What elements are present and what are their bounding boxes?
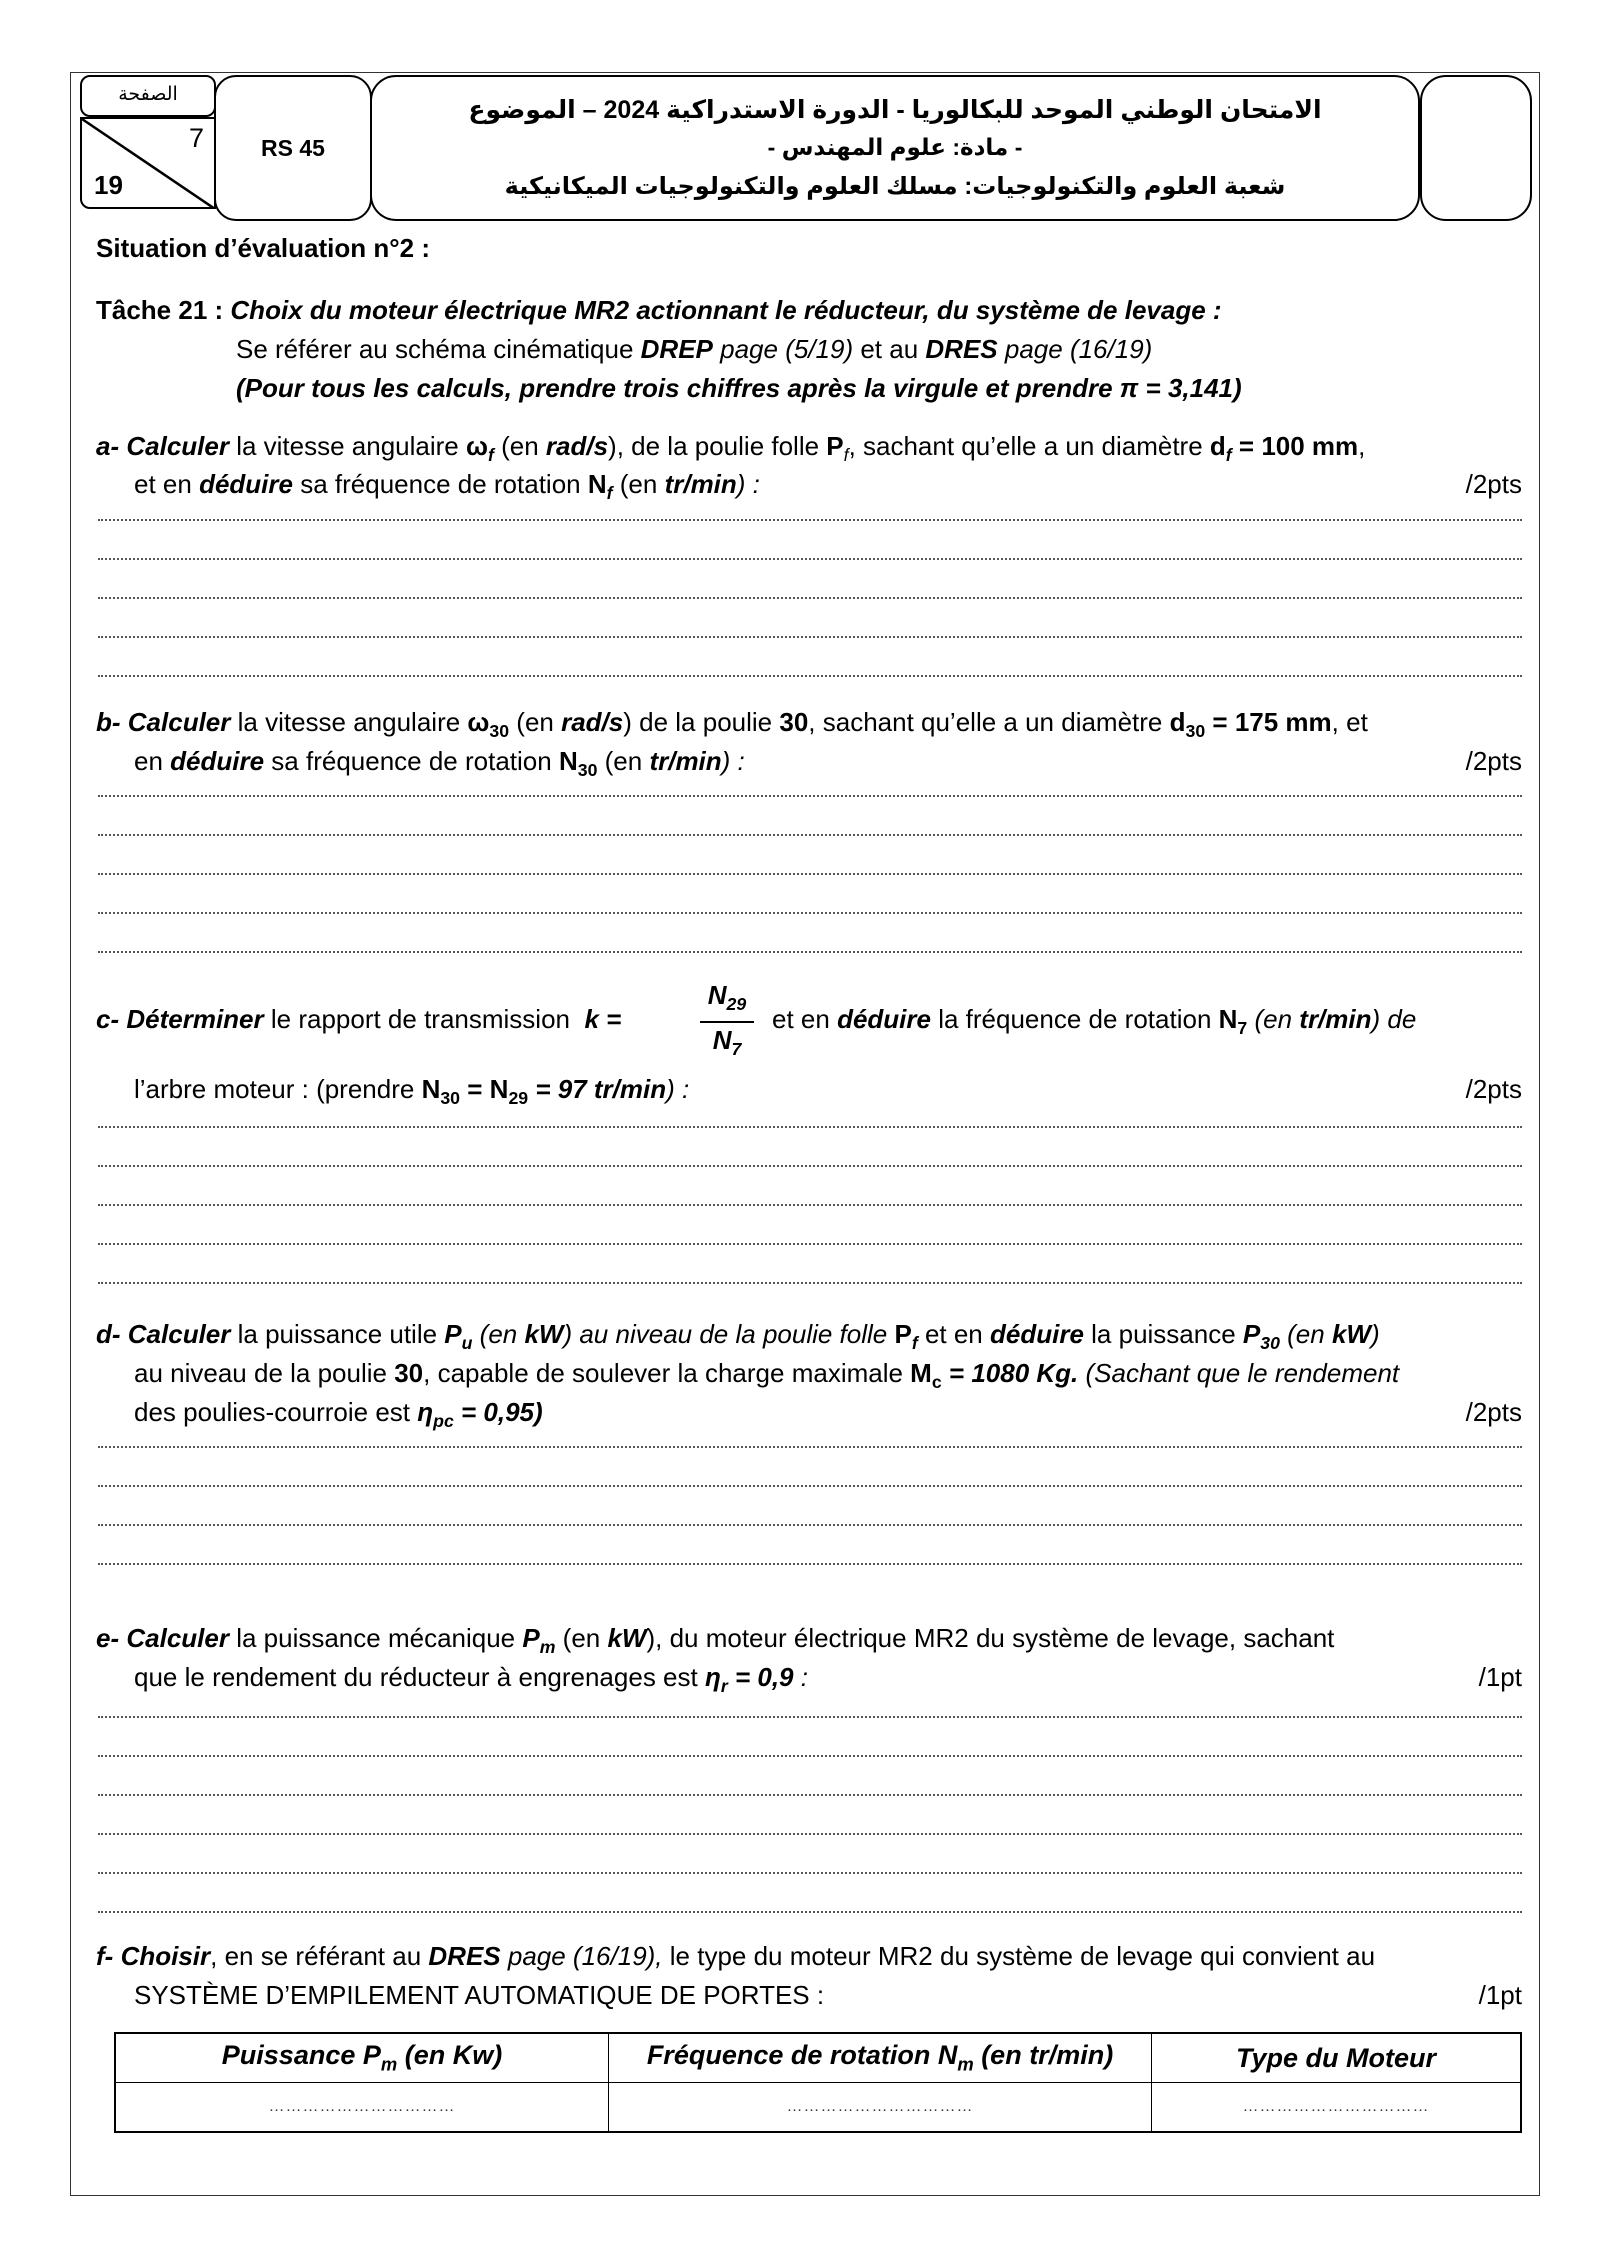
q-sub: 30 (440, 1088, 461, 1109)
q-symbol: N (489, 1074, 509, 1104)
q-text: (Sachant que le rendement (1078, 1358, 1400, 1388)
answer-line[interactable] (98, 1165, 1522, 1167)
q-ref: DRES (428, 1941, 501, 1971)
q-text: la vitesse angulaire (230, 707, 468, 737)
q-sub: f (1225, 445, 1232, 466)
motor-choice-table (114, 2032, 1522, 2133)
answer-line[interactable] (98, 1563, 1522, 1565)
answer-line[interactable] (98, 675, 1522, 677)
exam-subject: - مادة: علوم المهندس - (767, 134, 1023, 160)
ref-dres: DRES (925, 334, 998, 364)
q-text: ), du moteur électrique MR2 du système de levage, sachant (646, 1623, 1335, 1653)
table-header-row (115, 2033, 1521, 2083)
q-text: , (1358, 431, 1366, 461)
answer-line[interactable] (98, 834, 1522, 836)
q-value: = 97 tr/min (528, 1074, 667, 1104)
q-sub: pc (433, 1411, 454, 1432)
q-unit: rad/s (561, 707, 624, 737)
q-text: ) de la poulie (623, 707, 780, 737)
page-current: 7 (188, 123, 204, 153)
q-text: et en (917, 1319, 990, 1349)
q-sub: f (843, 445, 849, 466)
q-text: que le rendement du réducteur à engrenages est (134, 1662, 705, 1692)
q-text: (en (493, 431, 546, 461)
exam-branch: شعبة العلوم والتكنولوجيات: مسلك العلوم والتكنولوجيات الميكانيكية (504, 173, 1286, 200)
question-d-points: /2pts (1465, 1397, 1522, 1427)
exam-title-box (370, 75, 1420, 221)
q-text: , sachant qu’elle a un diamètre (808, 707, 1170, 737)
q-verb: déduire (170, 746, 265, 776)
q-text: la puissance mécanique (228, 1623, 523, 1653)
q-text: = (460, 1074, 490, 1104)
q-unit: rad/s (545, 431, 609, 461)
q-symbol: 30 (779, 707, 809, 737)
task-label: Tâche 21 : (96, 295, 224, 325)
q-symbol: N (587, 469, 607, 499)
page-total: 19 (94, 170, 123, 200)
q-sub: 7 (1237, 1018, 1248, 1039)
question-a-line1 (96, 430, 1365, 471)
situation-title: Situation d’évaluation n°2 : (96, 233, 430, 263)
q-text: le type du moteur MR2 du système de levage qui convient au (662, 1941, 1376, 1971)
q-text: ) : (666, 1074, 690, 1104)
answer-line[interactable] (98, 519, 1522, 521)
answer-line[interactable] (98, 1872, 1522, 1874)
q-text: , sachant qu’elle a un diamètre (848, 431, 1210, 461)
q-text: la puissance (1083, 1319, 1243, 1349)
ratio-denominator (700, 1025, 754, 1064)
q-text: et en (134, 469, 200, 499)
col-speed-header (609, 2033, 1152, 2083)
q-sub: c (931, 1372, 942, 1393)
q-verb: déduire (990, 1319, 1084, 1349)
q-text: , capable de soulever la charge maximale (423, 1358, 911, 1388)
q-text: ) au niveau de la poulie folle (563, 1319, 895, 1349)
q-text: l’arbre moteur : (prendre (134, 1074, 422, 1104)
q-text: la fréquence de rotation (930, 1004, 1219, 1034)
q-symbol: 30 (394, 1358, 424, 1388)
q-text: (en (555, 1623, 608, 1653)
q-text: page (16/19), (500, 1941, 663, 1971)
col-type-header: Type du Moteur (1152, 2033, 1522, 2083)
question-d-line2 (134, 1357, 1399, 1398)
q-sub: f (487, 445, 494, 466)
question-letter: b- (96, 707, 121, 737)
question-b-points: /2pts (1465, 746, 1522, 776)
q-text: ) de (1371, 1004, 1417, 1034)
q-sub: 30 (1185, 721, 1206, 742)
q-symbol: η (704, 1662, 721, 1692)
q-text: : (793, 1662, 808, 1692)
q-symbol: P (894, 1319, 912, 1349)
question-c-line2 (134, 1073, 689, 1114)
question-c-line1b (772, 1003, 1416, 1044)
q-text: des poulies-courroie est (134, 1397, 418, 1427)
question-b-line2 (134, 745, 745, 786)
answer-line[interactable] (98, 873, 1522, 875)
question-verb: Choisir (120, 1941, 211, 1971)
answer-line[interactable] (98, 1243, 1522, 1245)
frac-symbol: N (707, 980, 727, 1010)
answer-line[interactable] (98, 1485, 1522, 1487)
th-sub: m (380, 2053, 398, 2075)
q-unit: tr/min (1299, 1004, 1372, 1034)
q-symbol: M (910, 1358, 932, 1388)
q-symbol: d (1209, 431, 1226, 461)
q-sub: m (539, 1637, 556, 1658)
q-sub: f (606, 483, 613, 504)
answer-line[interactable] (98, 1794, 1522, 1796)
question-letter: e- (96, 1623, 120, 1653)
answer-line[interactable] (98, 1204, 1522, 1206)
q-sub: u (461, 1333, 473, 1354)
page-label: الصفحة (80, 75, 216, 117)
q-symbol: η (417, 1397, 434, 1427)
question-letter: d- (96, 1319, 121, 1349)
question-verb: Calculer (127, 1319, 231, 1349)
q-unit: kW (607, 1623, 647, 1653)
ref-text: Se référer au schéma cinématique (236, 334, 641, 364)
frac-sub: 7 (731, 1039, 742, 1060)
header-right-box (1420, 75, 1532, 221)
q-text: (en (509, 707, 562, 737)
question-c-line1a (96, 1003, 621, 1035)
page-number-box (80, 117, 216, 209)
q-text: le rapport de transmission (263, 1004, 578, 1034)
answer-line[interactable] (98, 1911, 1522, 1913)
answer-line[interactable] (98, 1282, 1522, 1284)
q-text: en (134, 746, 171, 776)
answer-line[interactable] (98, 1716, 1522, 1718)
q-unit: kW (524, 1319, 564, 1349)
q-text: sa fréquence de rotation (264, 746, 559, 776)
q-symbol: ω (466, 431, 488, 461)
answer-line[interactable] (98, 558, 1522, 560)
speed-answer-cell[interactable]: …………………………… (609, 2083, 1152, 2133)
answer-line[interactable] (98, 597, 1522, 599)
q-text: (en (472, 1319, 525, 1349)
q-sub: 30 (489, 721, 510, 742)
frac-symbol: N (712, 1025, 732, 1056)
q-symbol: P (1242, 1319, 1261, 1349)
table-row (115, 2083, 1521, 2133)
task-title-line (96, 294, 1222, 326)
q-verb: déduire (199, 469, 293, 499)
question-e-line1 (96, 1622, 1334, 1663)
q-text: (en (1247, 1004, 1300, 1034)
power-answer-cell[interactable]: …………………………… (115, 2083, 609, 2133)
q-text: ) (1370, 1319, 1380, 1349)
q-text: (en (612, 469, 665, 499)
q-value: = 175 mm (1205, 707, 1332, 737)
q-text: , en se référant au (210, 1941, 429, 1971)
frac-sub: 29 (726, 994, 747, 1015)
q-text: ), de la poulie folle (608, 431, 827, 461)
question-f-points: /1pt (1478, 1980, 1522, 2010)
q-sub: r (720, 1676, 728, 1697)
fraction-bar (700, 1021, 754, 1023)
ref-page1: page (5/19) (712, 334, 854, 364)
q-unit: tr/min (649, 746, 722, 776)
answer-line[interactable] (98, 1524, 1522, 1526)
th-sub: m (957, 2053, 974, 2075)
q-symbol: P (444, 1319, 462, 1349)
task-reference (236, 333, 1152, 365)
task-title: Choix du moteur électrique MR2 actionnant le réducteur, du système de levage : (230, 295, 1222, 325)
exam-title-line1: الامتحان الوطني الموحد للبكالوريا - الدورة الاستدراكية 2024 – الموضوع (468, 96, 1322, 124)
question-letter: f- (96, 1941, 114, 1971)
th-text: Fréquence de rotation N (646, 2040, 958, 2071)
q-sub: 29 (508, 1088, 529, 1109)
q-symbol: N (421, 1074, 441, 1104)
q-text: la puissance utile (230, 1319, 445, 1349)
q-symbol: N (1218, 1004, 1238, 1034)
task-note: (Pour tous les calculs, prendre trois chiffres après la virgule et prendre π = 3,141) (236, 373, 1242, 403)
question-b-line1 (96, 706, 1368, 747)
answer-line[interactable] (98, 795, 1522, 797)
question-verb: Calculer (126, 1623, 229, 1653)
question-d-line1 (96, 1318, 1380, 1359)
question-verb: Calculer (126, 431, 229, 461)
question-verb: Calculer (127, 707, 231, 737)
question-d-line3 (134, 1396, 543, 1437)
answer-line[interactable] (98, 1833, 1522, 1835)
q-text: , et (1331, 707, 1368, 737)
th-text: Puissance P (221, 2040, 381, 2071)
q-sub: 30 (1260, 1333, 1280, 1354)
q-sub: f (911, 1333, 918, 1354)
question-a-line2 (134, 468, 760, 509)
ratio-numerator (700, 980, 754, 1019)
ratio-fraction (700, 980, 754, 1064)
q-value: = 0,9 (727, 1662, 794, 1692)
q-sub: 30 (577, 760, 598, 781)
type-answer-cell[interactable]: …………………………… (1152, 2083, 1522, 2133)
question-c-points: /2pts (1465, 1074, 1522, 1104)
th-text: (en Kw) (397, 2040, 503, 2071)
question-letter: a- (96, 431, 120, 461)
col-power-header (115, 2033, 609, 2083)
q-text: ) : (736, 469, 760, 499)
question-e-line2 (134, 1661, 808, 1702)
th-text: (en tr/min) (973, 2040, 1114, 2071)
question-a-points: /2pts (1465, 469, 1522, 499)
q-value: = 100 mm (1231, 431, 1359, 461)
answer-line[interactable] (98, 1126, 1522, 1128)
q-text: ) : (721, 746, 745, 776)
q-symbol: d (1169, 707, 1186, 737)
ref-page2: page (16/19) (997, 334, 1153, 364)
question-verb: Déterminer (126, 1004, 264, 1034)
q-text: au niveau de la poulie (134, 1358, 395, 1388)
question-e-points: /1pt (1478, 1662, 1522, 1692)
answer-line[interactable] (98, 1446, 1522, 1448)
q-value: = 0,95) (453, 1397, 543, 1427)
question-f-line1 (96, 1940, 1375, 1972)
q-unit: tr/min (664, 469, 737, 499)
q-text: (en (1279, 1319, 1332, 1349)
q-text: la vitesse angulaire (228, 431, 466, 461)
exam-code: RS 45 (214, 75, 372, 221)
ref-drep: DREP (640, 334, 713, 364)
q-symbol: ω (467, 707, 490, 737)
q-symbol: P (522, 1623, 540, 1653)
question-letter: c- (96, 1004, 120, 1034)
ref-and: et au (853, 334, 926, 364)
q-symbol: N (558, 746, 578, 776)
q-text: (en (597, 746, 650, 776)
q-text: et en (772, 1004, 838, 1034)
question-f-line2: SYSTÈME D’EMPILEMENT AUTOMATIQUE DE PORTES : (134, 1980, 825, 2010)
answer-line[interactable] (98, 636, 1522, 638)
q-text: sa fréquence de rotation (292, 469, 588, 499)
answer-line[interactable] (98, 912, 1522, 914)
answer-line[interactable] (98, 1755, 1522, 1757)
answer-line[interactable] (98, 951, 1522, 953)
q-symbol: k = (584, 1004, 622, 1034)
q-symbol: P (826, 431, 844, 461)
q-unit: kW (1331, 1319, 1371, 1349)
q-verb: déduire (837, 1004, 931, 1034)
q-value: = 1080 Kg. (941, 1358, 1079, 1388)
